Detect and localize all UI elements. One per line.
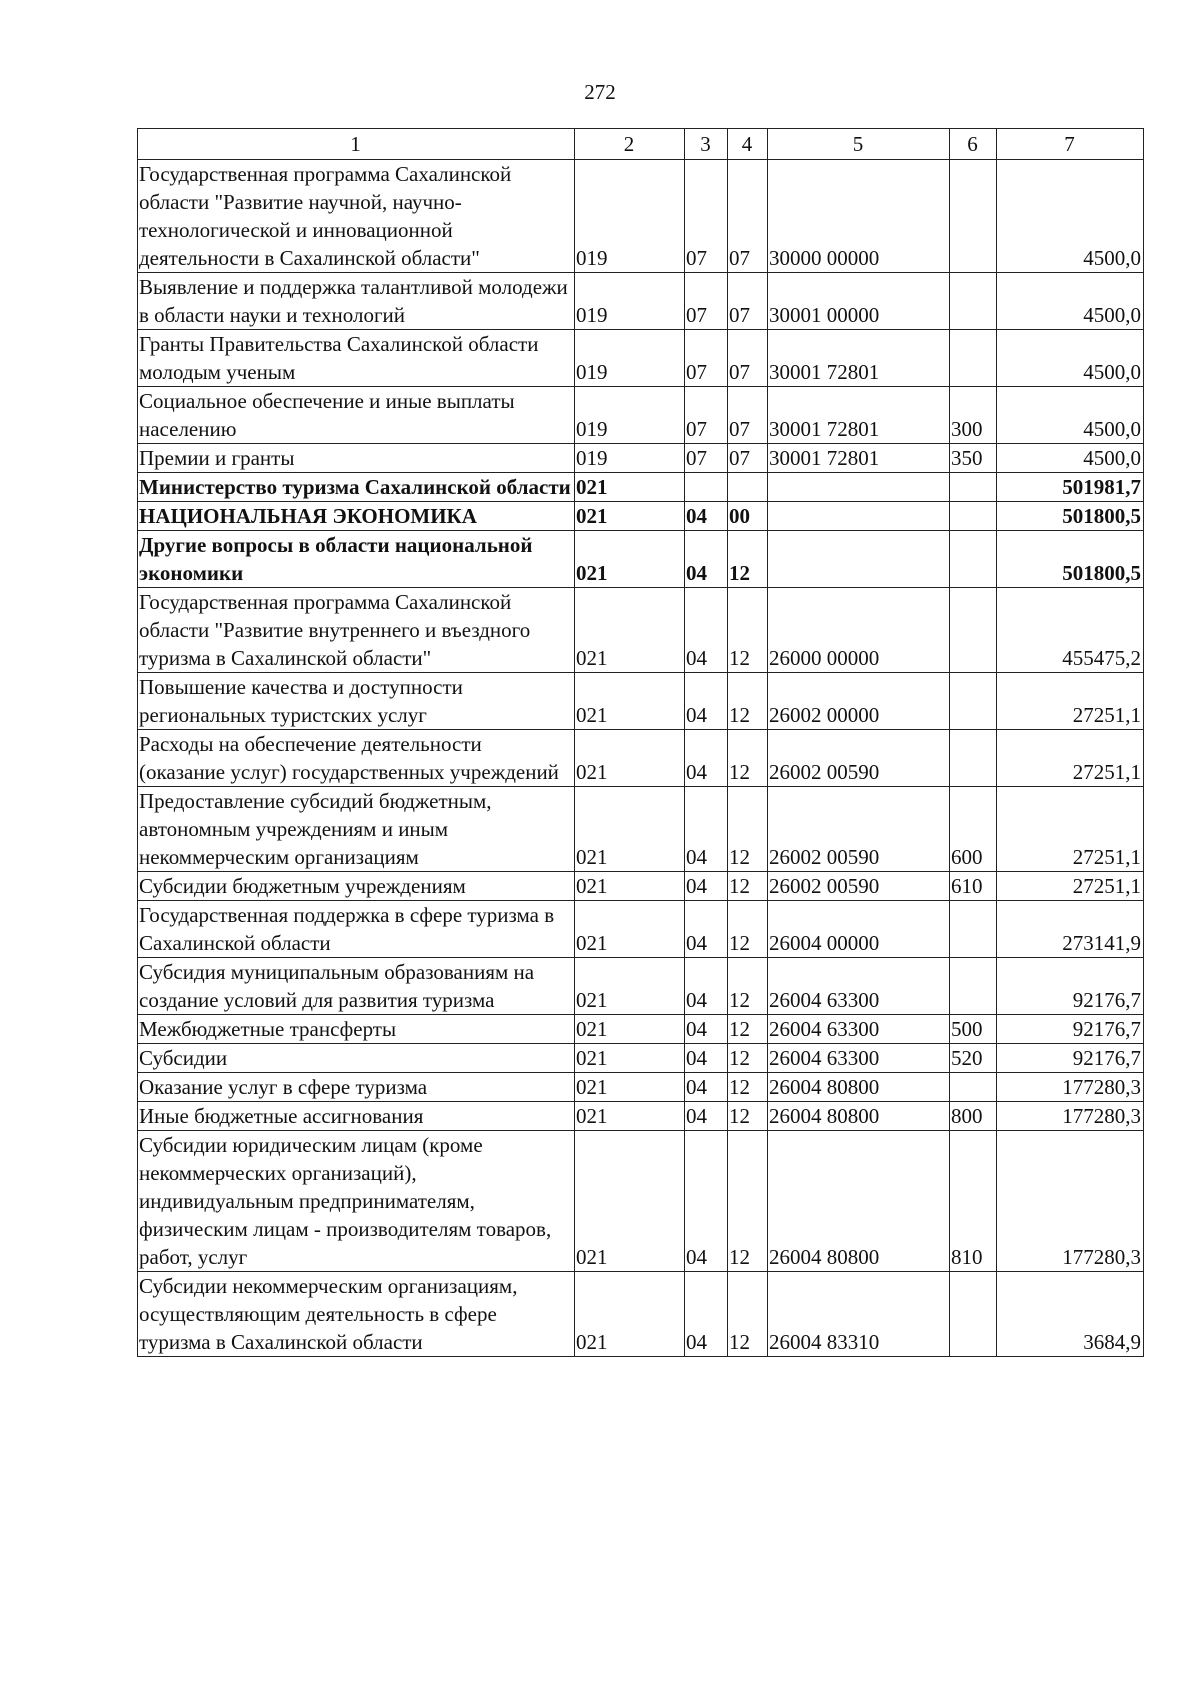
table-row [138, 1015, 1144, 1044]
row-target-code: 26002 00590 [768, 730, 950, 787]
header-col-4: 4 [728, 129, 768, 160]
row-name: Государственная программа Сахалинской области "Развитие внутреннего и въездного туризма в Сахалинской области" [138, 588, 575, 673]
row-expense-type: 810 [950, 1131, 997, 1272]
budget-table [137, 128, 1144, 1357]
row-section-code [685, 473, 728, 502]
row-section-code: 07 [685, 330, 728, 387]
row-target-code: 26004 00000 [768, 901, 950, 958]
row-section-code: 04 [685, 958, 728, 1015]
row-target-code: 26002 00000 [768, 673, 950, 730]
header-row [138, 129, 1144, 160]
row-ministry-code: 021 [575, 958, 685, 1015]
row-section-code: 04 [685, 1272, 728, 1357]
row-subsection-code: 12 [728, 673, 768, 730]
row-subsection-code: 00 [728, 502, 768, 531]
row-expense-type [950, 273, 997, 330]
row-ministry-code: 019 [575, 387, 685, 444]
row-ministry-code: 021 [575, 730, 685, 787]
row-amount: 177280,3 [997, 1102, 1144, 1131]
row-target-code: 30001 72801 [768, 444, 950, 473]
row-expense-type [950, 1073, 997, 1102]
row-expense-type [950, 673, 997, 730]
row-ministry-code: 019 [575, 444, 685, 473]
row-section-code: 04 [685, 1102, 728, 1131]
row-target-code: 30001 00000 [768, 273, 950, 330]
row-amount: 177280,3 [997, 1073, 1144, 1102]
table-row [138, 1044, 1144, 1073]
row-target-code: 26004 63300 [768, 1044, 950, 1073]
row-subsection-code: 12 [728, 1272, 768, 1357]
row-amount: 177280,3 [997, 1131, 1144, 1272]
row-target-code [768, 502, 950, 531]
row-amount: 4500,0 [997, 330, 1144, 387]
table-row [138, 1272, 1144, 1357]
row-name: Гранты Правительства Сахалинской области молодым ученым [138, 330, 575, 387]
row-name: Предоставление субсидий бюджетным, автономным учреждениям и иным некоммерческим организациям [138, 787, 575, 872]
row-amount: 27251,1 [997, 730, 1144, 787]
row-expense-type [950, 1272, 997, 1357]
table-row [138, 787, 1144, 872]
row-subsection-code: 12 [728, 787, 768, 872]
row-subsection-code: 07 [728, 160, 768, 273]
row-name: Субсидии бюджетным учреждениям [138, 872, 575, 901]
row-name: Премии и гранты [138, 444, 575, 473]
row-ministry-code: 021 [575, 1272, 685, 1357]
table-row [138, 502, 1144, 531]
row-amount: 92176,7 [997, 1044, 1144, 1073]
row-ministry-code: 021 [575, 1102, 685, 1131]
row-ministry-code: 021 [575, 473, 685, 502]
row-subsection-code: 07 [728, 444, 768, 473]
row-expense-type: 610 [950, 872, 997, 901]
row-name: НАЦИОНАЛЬНАЯ ЭКОНОМИКА [138, 502, 575, 531]
page-number: 272 [584, 80, 616, 104]
row-expense-type: 520 [950, 1044, 997, 1073]
row-ministry-code: 021 [575, 1044, 685, 1073]
header-col-7: 7 [997, 129, 1144, 160]
row-expense-type: 350 [950, 444, 997, 473]
row-section-code: 07 [685, 273, 728, 330]
table-row [138, 444, 1144, 473]
row-expense-type [950, 958, 997, 1015]
row-name: Иные бюджетные ассигнования [138, 1102, 575, 1131]
row-section-code: 04 [685, 1073, 728, 1102]
row-amount: 4500,0 [997, 273, 1144, 330]
row-amount: 4500,0 [997, 387, 1144, 444]
row-ministry-code: 021 [575, 787, 685, 872]
row-name: Выявление и поддержка талантливой молодежи в области науки и технологий [138, 273, 575, 330]
row-subsection-code: 12 [728, 730, 768, 787]
row-section-code: 04 [685, 531, 728, 588]
row-subsection-code: 12 [728, 1015, 768, 1044]
row-amount: 455475,2 [997, 588, 1144, 673]
row-target-code: 26004 83310 [768, 1272, 950, 1357]
row-section-code: 04 [685, 673, 728, 730]
row-expense-type: 800 [950, 1102, 997, 1131]
table-row [138, 1073, 1144, 1102]
row-target-code: 30000 00000 [768, 160, 950, 273]
row-target-code [768, 531, 950, 588]
row-name: Оказание услуг в сфере туризма [138, 1073, 575, 1102]
row-subsection-code: 12 [728, 588, 768, 673]
table-row [138, 273, 1144, 330]
row-amount: 92176,7 [997, 1015, 1144, 1044]
row-section-code: 04 [685, 1044, 728, 1073]
row-amount: 501800,5 [997, 531, 1144, 588]
row-subsection-code: 12 [728, 531, 768, 588]
row-amount: 27251,1 [997, 673, 1144, 730]
row-section-code: 04 [685, 1015, 728, 1044]
table-row [138, 473, 1144, 502]
row-target-code [768, 473, 950, 502]
row-ministry-code: 021 [575, 673, 685, 730]
row-name: Субсидии юридическим лицам (кроме некоммерческих организаций), индивидуальным предпринимателям, физическим лицам - производителям товаров, работ, услуг [138, 1131, 575, 1272]
row-section-code: 04 [685, 787, 728, 872]
row-subsection-code: 12 [728, 872, 768, 901]
row-name: Другие вопросы в области национальной экономики [138, 531, 575, 588]
row-section-code: 04 [685, 588, 728, 673]
row-subsection-code: 12 [728, 1044, 768, 1073]
row-expense-type [950, 588, 997, 673]
row-ministry-code: 019 [575, 330, 685, 387]
row-name: Субсидия муниципальным образованиям на создание условий для развития туризма [138, 958, 575, 1015]
row-subsection-code: 07 [728, 330, 768, 387]
table-row [138, 1131, 1144, 1272]
row-ministry-code: 021 [575, 531, 685, 588]
header-col-2: 2 [575, 129, 685, 160]
row-target-code: 26002 00590 [768, 787, 950, 872]
row-ministry-code: 021 [575, 1073, 685, 1102]
table-body [138, 160, 1144, 1357]
row-expense-type [950, 901, 997, 958]
row-section-code: 04 [685, 872, 728, 901]
header-col-3: 3 [685, 129, 728, 160]
row-ministry-code: 019 [575, 273, 685, 330]
table-row [138, 588, 1144, 673]
row-ministry-code: 021 [575, 901, 685, 958]
row-expense-type: 500 [950, 1015, 997, 1044]
row-ministry-code: 021 [575, 502, 685, 531]
header-col-1: 1 [138, 129, 575, 160]
row-target-code: 26004 80800 [768, 1131, 950, 1272]
row-expense-type [950, 531, 997, 588]
table-row [138, 387, 1144, 444]
row-target-code: 26004 80800 [768, 1073, 950, 1102]
row-section-code: 07 [685, 387, 728, 444]
row-ministry-code: 021 [575, 872, 685, 901]
row-expense-type [950, 330, 997, 387]
row-name: Повышение качества и доступности региональных туристских услуг [138, 673, 575, 730]
row-ministry-code: 019 [575, 160, 685, 273]
table-row [138, 958, 1144, 1015]
row-expense-type: 600 [950, 787, 997, 872]
row-section-code: 04 [685, 901, 728, 958]
row-subsection-code: 12 [728, 958, 768, 1015]
row-section-code: 04 [685, 730, 728, 787]
table-row [138, 160, 1144, 273]
row-name: Субсидии некоммерческим организациям, осуществляющим деятельность в сфере туризма в Сахалинской области [138, 1272, 575, 1357]
row-subsection-code [728, 473, 768, 502]
table-row [138, 531, 1144, 588]
row-name: Социальное обеспечение и иные выплаты населению [138, 387, 575, 444]
row-amount: 92176,7 [997, 958, 1144, 1015]
row-amount: 3684,9 [997, 1272, 1144, 1357]
table-row [138, 872, 1144, 901]
row-ministry-code: 021 [575, 588, 685, 673]
row-amount: 4500,0 [997, 160, 1144, 273]
row-expense-type [950, 730, 997, 787]
row-subsection-code: 07 [728, 387, 768, 444]
table-row [138, 901, 1144, 958]
table-row [138, 673, 1144, 730]
row-amount: 27251,1 [997, 787, 1144, 872]
header-col-5: 5 [768, 129, 950, 160]
table-row [138, 1102, 1144, 1131]
row-subsection-code: 12 [728, 901, 768, 958]
row-subsection-code: 12 [728, 1102, 768, 1131]
row-amount: 501981,7 [997, 473, 1144, 502]
table-row [138, 730, 1144, 787]
row-expense-type [950, 160, 997, 273]
row-name: Государственная программа Сахалинской области "Развитие научной, научно-технологической и инновационной деятельности в Сахалинской области" [138, 160, 575, 273]
row-subsection-code: 07 [728, 273, 768, 330]
row-amount: 501800,5 [997, 502, 1144, 531]
row-target-code: 30001 72801 [768, 330, 950, 387]
row-target-code: 26004 63300 [768, 1015, 950, 1044]
row-section-code: 07 [685, 444, 728, 473]
row-section-code: 07 [685, 160, 728, 273]
row-expense-type [950, 502, 997, 531]
row-subsection-code: 12 [728, 1131, 768, 1272]
row-name: Расходы на обеспечение деятельности (оказание услуг) государственных учреждений [138, 730, 575, 787]
row-target-code: 26002 00590 [768, 872, 950, 901]
row-amount: 4500,0 [997, 444, 1144, 473]
row-name: Министерство туризма Сахалинской области [138, 473, 575, 502]
row-subsection-code: 12 [728, 1073, 768, 1102]
header-col-6: 6 [950, 129, 997, 160]
row-section-code: 04 [685, 1131, 728, 1272]
row-target-code: 26004 63300 [768, 958, 950, 1015]
row-section-code: 04 [685, 502, 728, 531]
row-target-code: 30001 72801 [768, 387, 950, 444]
table-row [138, 330, 1144, 387]
row-name: Межбюджетные трансферты [138, 1015, 575, 1044]
row-name: Государственная поддержка в сфере туризма в Сахалинской области [138, 901, 575, 958]
row-name: Субсидии [138, 1044, 575, 1073]
row-expense-type [950, 473, 997, 502]
row-target-code: 26004 80800 [768, 1102, 950, 1131]
row-ministry-code: 021 [575, 1131, 685, 1272]
row-ministry-code: 021 [575, 1015, 685, 1044]
row-target-code: 26000 00000 [768, 588, 950, 673]
row-amount: 273141,9 [997, 901, 1144, 958]
row-expense-type: 300 [950, 387, 997, 444]
row-amount: 27251,1 [997, 872, 1144, 901]
